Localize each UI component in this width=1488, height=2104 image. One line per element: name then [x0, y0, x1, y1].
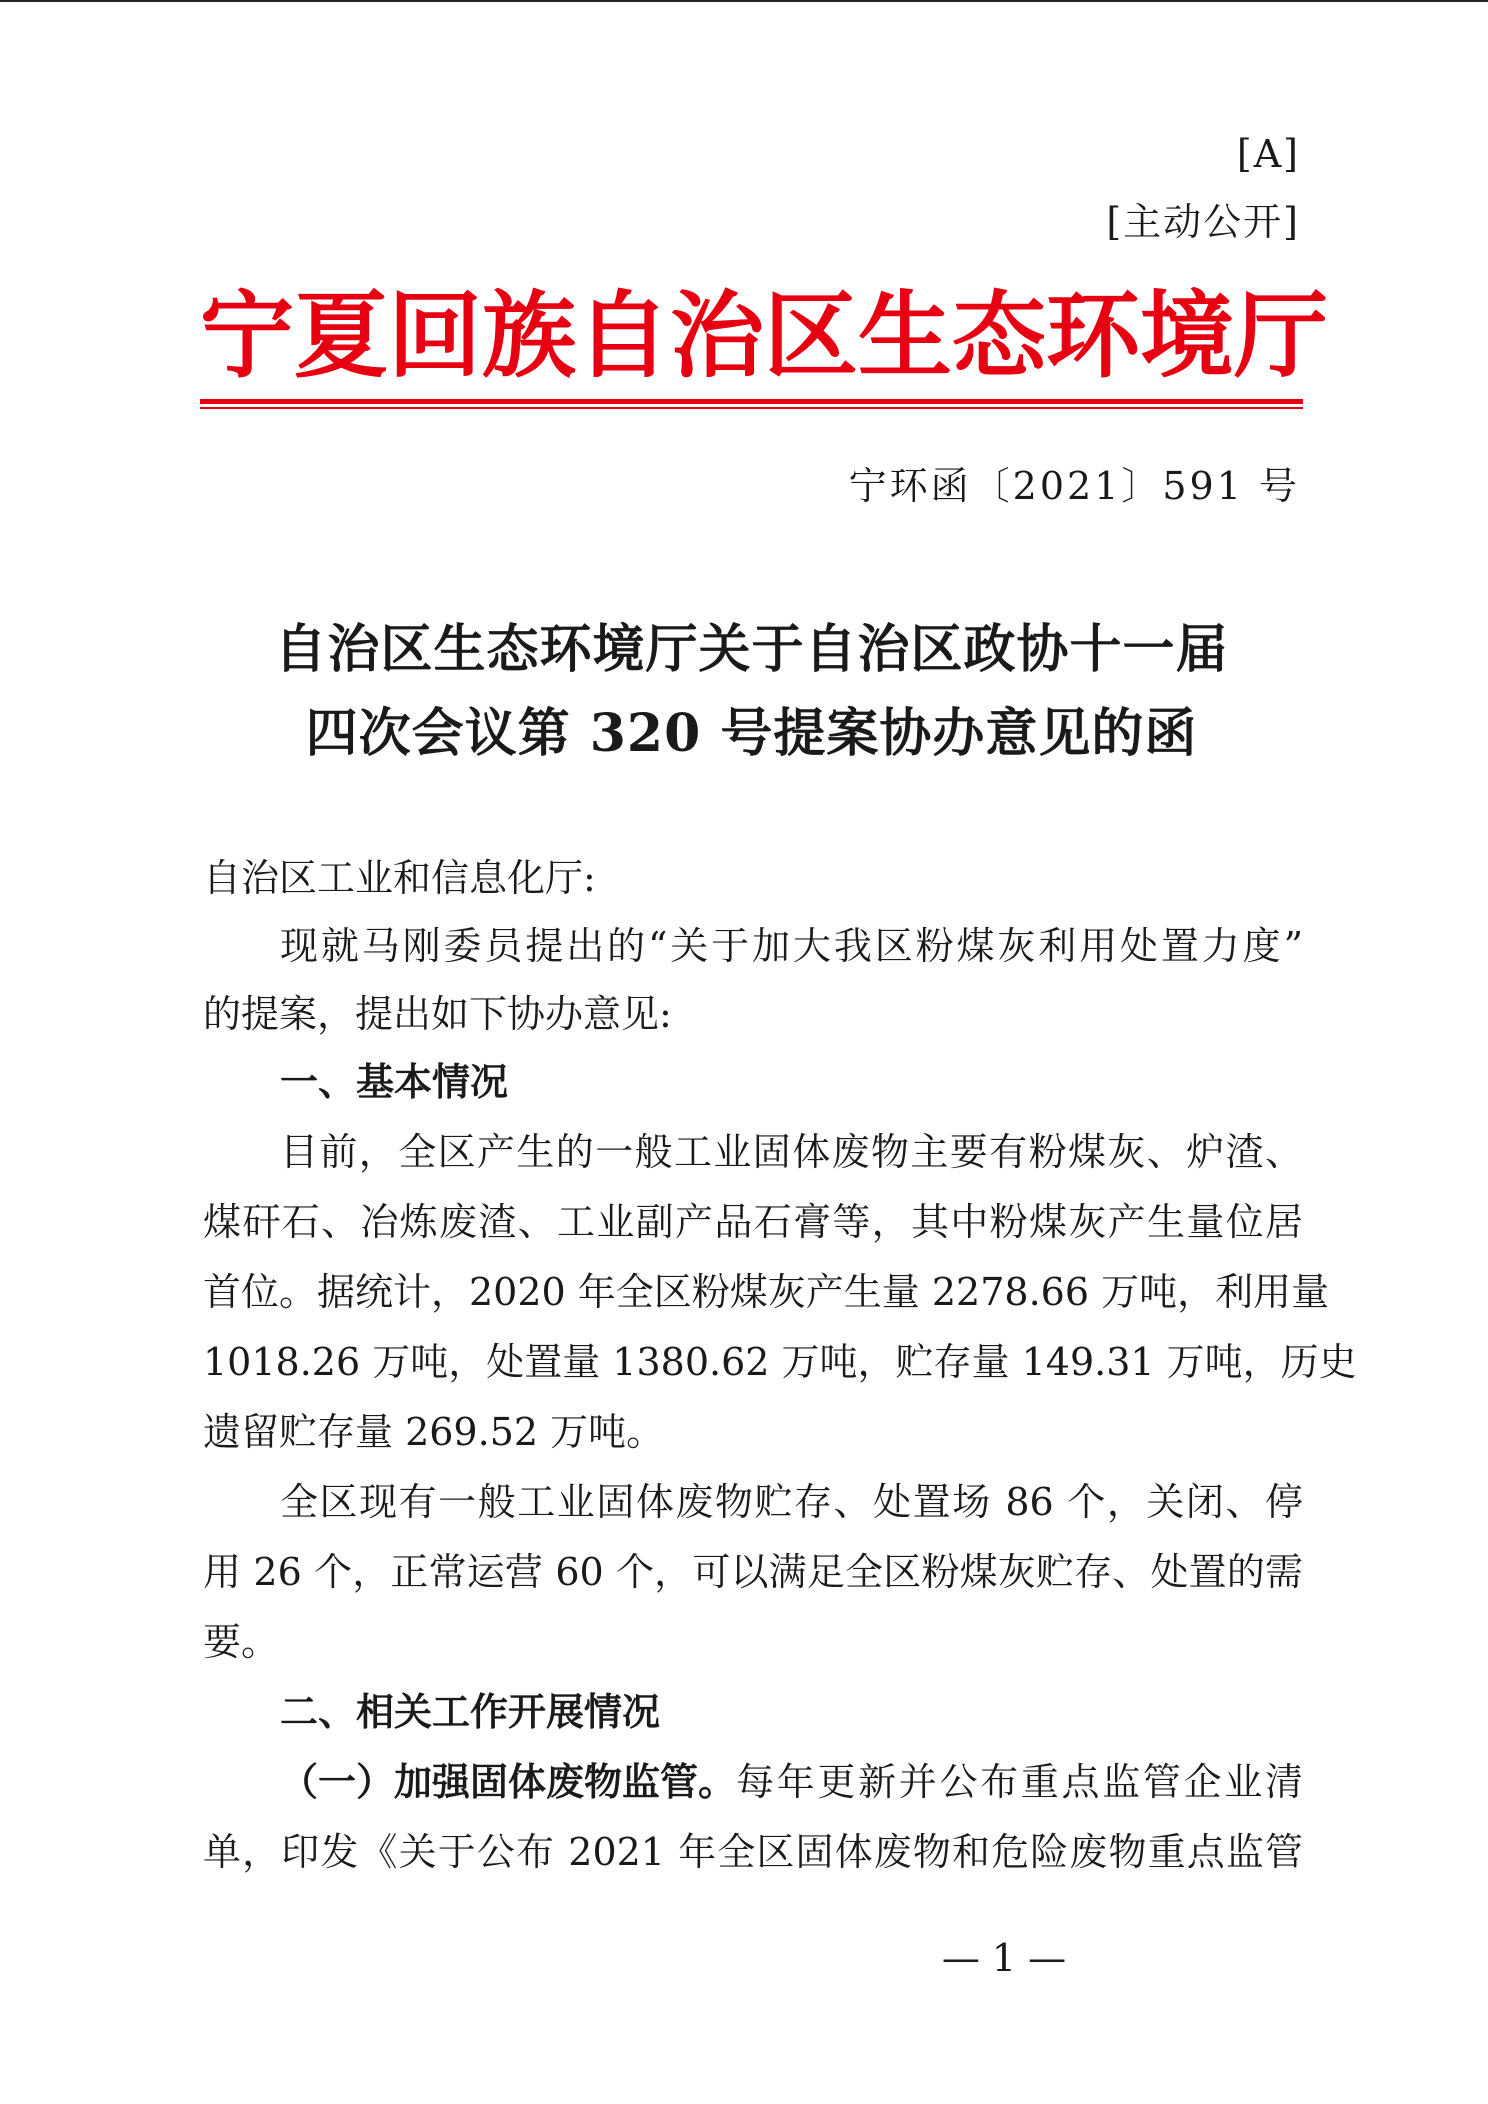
- red-separator-line: [200, 399, 1303, 404]
- paragraph-2-line-3: 要。: [203, 1620, 280, 1664]
- disclosure-status: [主动公开]: [1106, 200, 1300, 244]
- paragraph-1-line-2: 煤矸石、冶炼废渣、工业副产品石膏等，其中粉煤灰产生量位居: [203, 1200, 1303, 1244]
- section-1-heading: 一、基本情况: [280, 1060, 509, 1104]
- addressee: 自治区工业和信息化厅:: [203, 856, 596, 900]
- paragraph-2-line-2: 用 26 个，正常运营 60 个，可以满足全区粉煤灰贮存、处置的需: [203, 1550, 1303, 1594]
- document-title-line-2: 四次会议第 320 号提案协办意见的函: [305, 703, 1198, 764]
- document-number: 宁环函〔2021〕591 号: [848, 464, 1300, 508]
- issuer-masthead: 宁夏回族自治区生态环境厅: [200, 281, 1329, 391]
- red-separator-line-thin: [200, 407, 1303, 409]
- subsection-1-text: 每年更新并公布重点监管企业清: [736, 1760, 1303, 1804]
- document-title-line-1: 自治区生态环境厅关于自治区政协十一届: [274, 619, 1229, 680]
- paragraph-1-line-5: 遗留贮存量 269.52 万吨。: [203, 1410, 665, 1454]
- page-number: — 1 —: [941, 1936, 1067, 1980]
- section-2-heading: 二、相关工作开展情况: [280, 1690, 661, 1734]
- paragraph-2-line-1: 全区现有一般工业固体废物贮存、处置场 86 个，关闭、停: [280, 1480, 1303, 1524]
- intro-line-2: 的提案，提出如下协办意见:: [203, 992, 672, 1036]
- subsection-1-line-1: [280, 1758, 1303, 1806]
- intro-line-1: 现就马刚委员提出的“关于加大我区粉煤灰利用处置力度”: [280, 924, 1303, 968]
- classification-level: [A]: [1236, 132, 1300, 176]
- subsection-1-title: （一）加强固体废物监管。: [280, 1759, 737, 1804]
- paragraph-1-line-3: 首位。据统计，2020 年全区粉煤灰产生量 2278.66 万吨，利用量: [203, 1270, 1330, 1314]
- paragraph-1-line-4: 1018.26 万吨，处置量 1380.62 万吨，贮存量 149.31 万吨，历史: [203, 1340, 1357, 1384]
- subsection-1-line-2: 单，印发《关于公布 2021 年全区固体废物和危险废物重点监管: [203, 1830, 1303, 1874]
- paragraph-1-line-1: 目前，全区产生的一般工业固体废物主要有粉煤灰、炉渣、: [280, 1130, 1303, 1174]
